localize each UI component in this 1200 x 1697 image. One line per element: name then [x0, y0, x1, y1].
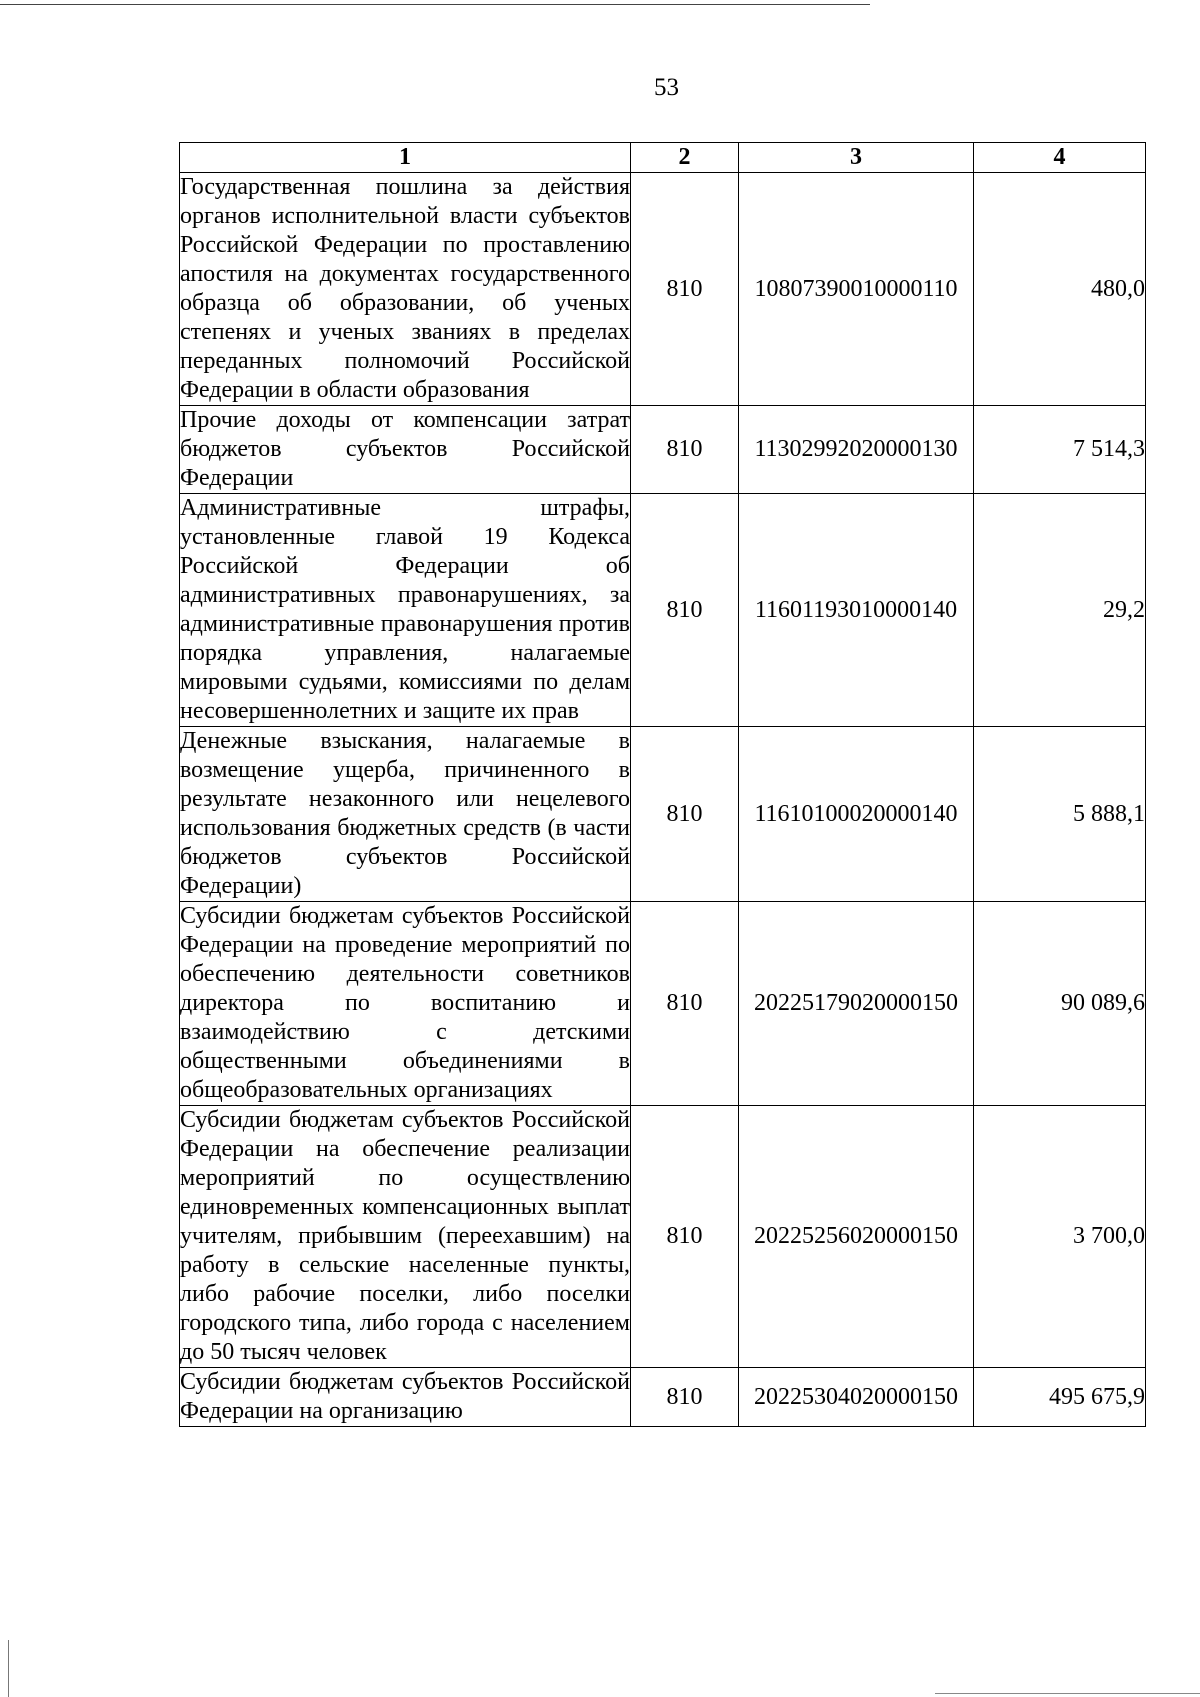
row-amount: 480,0	[974, 173, 1146, 406]
table-row	[180, 902, 1146, 1106]
row-amount: 90 089,6	[974, 902, 1146, 1106]
row-kbk: 11601193010000140	[739, 494, 974, 727]
row-kbk: 20225179020000150	[739, 902, 974, 1106]
scan-edge-left	[8, 1640, 9, 1697]
row-description: Субсидии бюджетам субъектов Российской Федерации на обеспечение реализации мероприятий по осуществлению единовременных компенсационных выплат учителям, прибывшим (переехавшим) на работу в сельские населенные пункты, либо рабочие поселки, либо поселки городского типа, либо города с населением до 50 тысяч человек	[180, 1106, 631, 1368]
row-amount: 7 514,3	[974, 406, 1146, 494]
row-kbk: 10807390010000110	[739, 173, 974, 406]
row-admin-code: 810	[631, 1106, 739, 1368]
column-header-admin-code: 2	[631, 143, 739, 173]
row-kbk: 11302992020000130	[739, 406, 974, 494]
scan-edge-bottom	[935, 1693, 1200, 1694]
row-kbk: 20225256020000150	[739, 1106, 974, 1368]
scan-edge-top	[0, 4, 870, 5]
column-header-amount: 4	[974, 143, 1146, 173]
row-admin-code: 810	[631, 173, 739, 406]
table-row	[180, 1368, 1146, 1427]
row-admin-code: 810	[631, 494, 739, 727]
row-admin-code: 810	[631, 727, 739, 902]
row-admin-code: 810	[631, 902, 739, 1106]
row-kbk: 20225304020000150	[739, 1368, 974, 1427]
table-row	[180, 1106, 1146, 1368]
row-description: Денежные взыскания, налагаемые в возмещение ущерба, причиненного в результате незаконного или нецелевого использования бюджетных средств (в части бюджетов субъектов Российской Федерации)	[180, 727, 631, 902]
row-description: Прочие доходы от компенсации затрат бюджетов субъектов Российской Федерации	[180, 406, 631, 494]
revenue-table	[179, 142, 1146, 1427]
row-description: Субсидии бюджетам субъектов Российской Федерации на организацию	[180, 1368, 631, 1427]
table-row	[180, 406, 1146, 494]
column-header-kbk: 3	[739, 143, 974, 173]
row-amount: 29,2	[974, 494, 1146, 727]
row-admin-code: 810	[631, 1368, 739, 1427]
row-description: Административные штрафы, установленные главой 19 Кодекса Российской Федерации об административных правонарушениях, за административные правонарушения против порядка управления, налагаемые мировыми судьями, комиссиями по делам несовершеннолетних и защите их прав	[180, 494, 631, 727]
row-amount: 3 700,0	[974, 1106, 1146, 1368]
table-row	[180, 494, 1146, 727]
page-number: 53	[654, 74, 679, 101]
row-amount: 495 675,9	[974, 1368, 1146, 1427]
row-admin-code: 810	[631, 406, 739, 494]
table-row	[180, 727, 1146, 902]
row-description: Государственная пошлина за действия органов исполнительной власти субъектов Российской Федерации по проставлению апостиля на документах государственного образца об образовании, об ученых степенях и ученых званиях в пределах переданных полномочий Российской Федерации в области образования	[180, 173, 631, 406]
row-description: Субсидии бюджетам субъектов Российской Федерации на проведение мероприятий по обеспечению деятельности советников директора по воспитанию и взаимодействию с детскими общественными объединениями в общеобразовательных организациях	[180, 902, 631, 1106]
column-header-description: 1	[180, 143, 631, 173]
row-amount: 5 888,1	[974, 727, 1146, 902]
row-kbk: 11610100020000140	[739, 727, 974, 902]
table-row	[180, 173, 1146, 406]
header-row	[180, 143, 1146, 173]
